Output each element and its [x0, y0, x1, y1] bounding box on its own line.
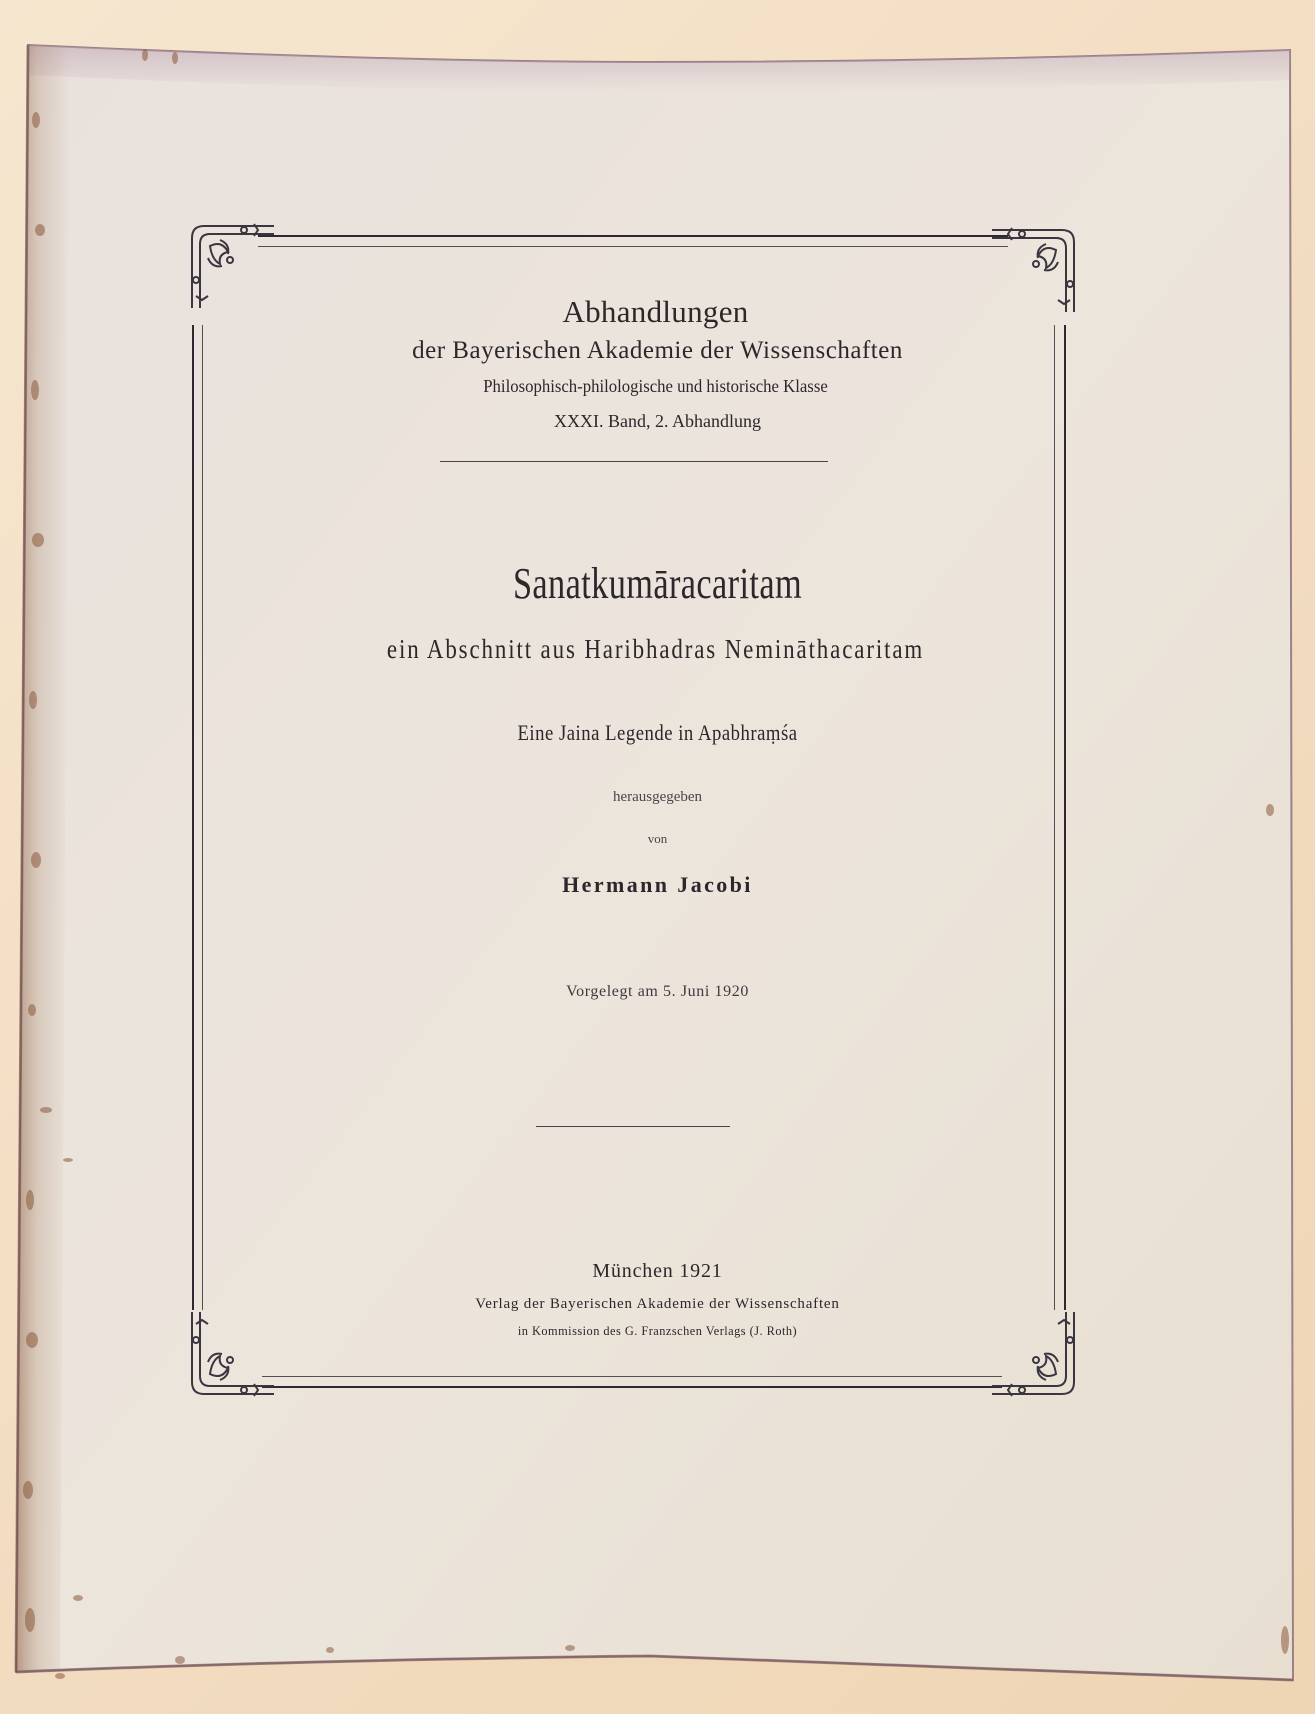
editor-label — [0, 790, 1315, 805]
imprint-publisher-text: Verlag der Bayerischen Akademie der Wissenschaften — [475, 1296, 840, 1312]
volume-info-text: XXXI. Band, 2. Abhandlung — [554, 411, 761, 431]
presentation-date-text: Vorgelegt am 5. Juni 1920 — [566, 983, 749, 1000]
work-title — [145, 559, 1171, 608]
series-title — [0, 296, 1313, 327]
editor-preposition — [0, 832, 1315, 845]
corner-ornament-bottom-left-icon — [184, 1306, 280, 1402]
volume-info — [0, 412, 1315, 430]
editor-name-text: Hermann Jacobi — [562, 872, 753, 897]
frame-right-rule-thick — [1064, 325, 1066, 1310]
work-title-text: Sanatkumāracaritam — [512, 559, 803, 608]
series-title-text: Abhandlungen — [562, 294, 749, 329]
editor-preposition-text: von — [647, 831, 668, 846]
work-description-text: Eine Jaina Legende in Apabhraṃśa — [517, 720, 798, 745]
presentation-date — [0, 984, 1315, 1000]
imprint-publisher — [0, 1297, 1315, 1312]
academy-name-text: der Bayerischen Akademie der Wissenschaften — [412, 337, 903, 364]
imprint-commission-text: in Kommission des G. Franzschen Verlags (J. Roth) — [517, 1323, 798, 1338]
imprint-city-year — [0, 1261, 1315, 1281]
academy-class-text: Philosophisch-philologische und historische Klasse — [483, 376, 828, 396]
work-subtitle — [97, 636, 1215, 663]
header-divider — [440, 461, 828, 462]
frame-right-rule-thin — [1054, 325, 1055, 1310]
work-description — [99, 722, 1217, 744]
frame-bottom-rule-thin — [262, 1376, 1002, 1377]
frame-bottom-rule-thick — [262, 1386, 1002, 1388]
academy-name — [0, 338, 1315, 363]
imprint-commission — [33, 1324, 1282, 1337]
frame-top-rule-thin — [258, 246, 1008, 247]
imprint-city-year-text: München 1921 — [592, 1260, 723, 1282]
frame-left-rule-thick — [192, 325, 194, 1310]
editor-label-text: herausgegeben — [612, 789, 703, 805]
mid-divider — [536, 1126, 730, 1127]
frame-left-rule-thin — [202, 325, 203, 1310]
frame-top-rule-thick — [258, 235, 1008, 237]
academy-class — [44, 377, 1267, 395]
editor-name — [0, 874, 1315, 896]
corner-ornament-bottom-right-icon — [986, 1306, 1082, 1402]
work-subtitle-text: ein Abschnitt aus Haribhadras Nemināthacaritam — [386, 634, 925, 664]
